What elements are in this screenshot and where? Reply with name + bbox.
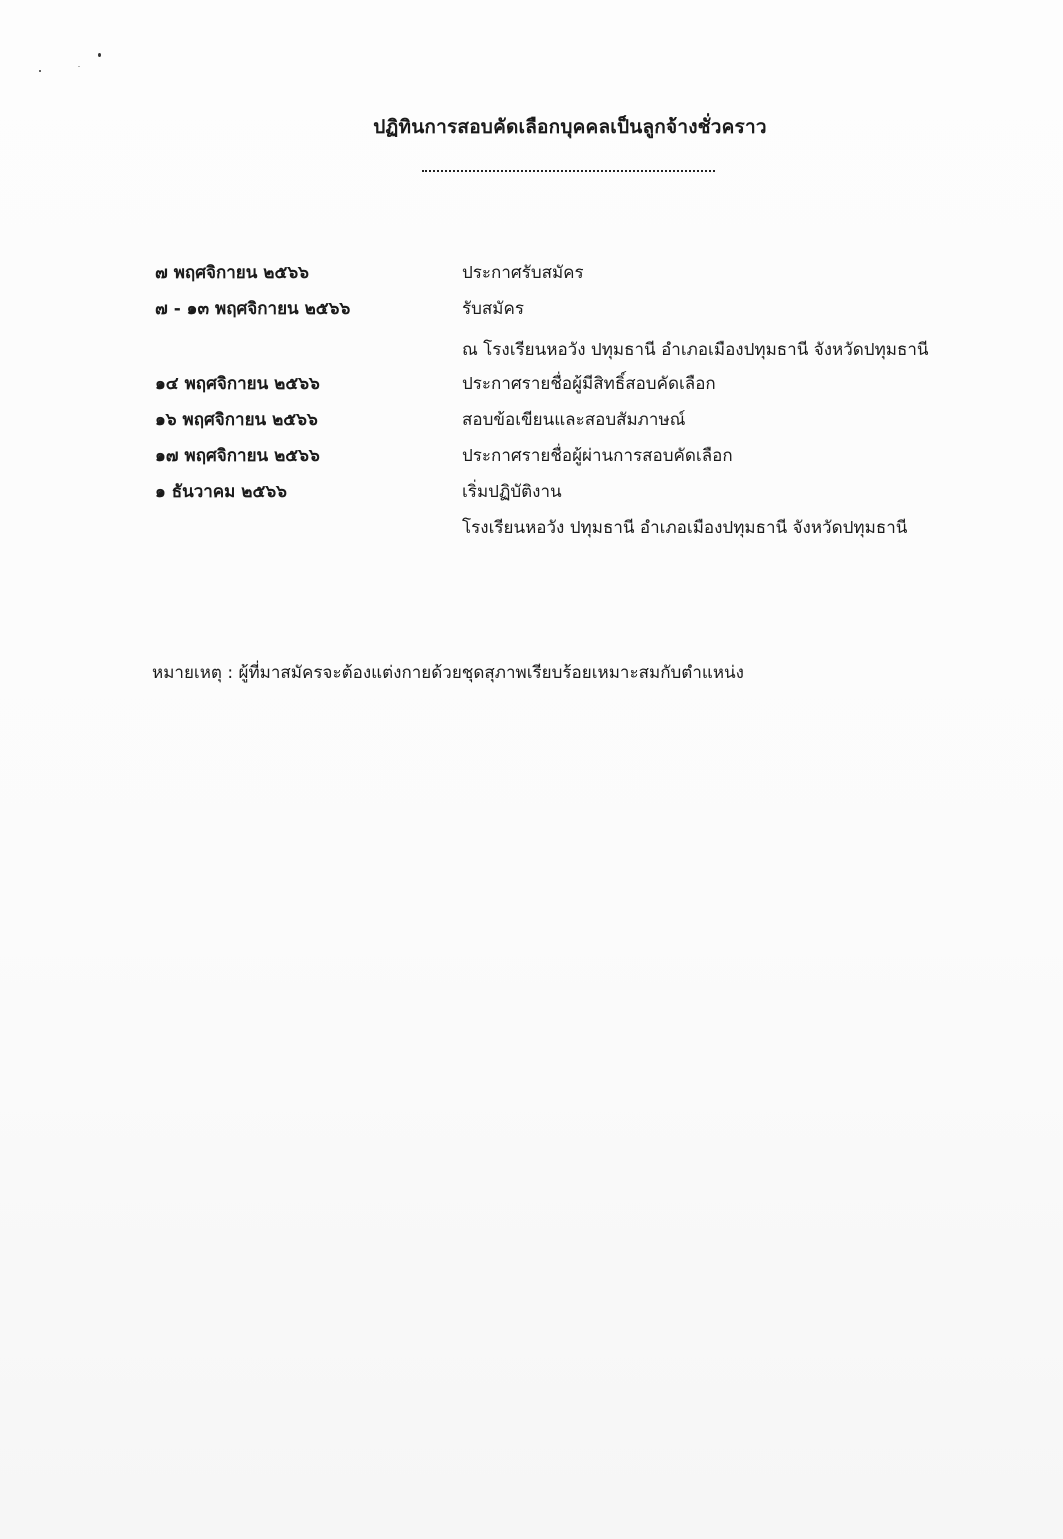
schedule-event: สอบข้อเขียนและสอบสัมภาษณ์ [462,410,686,430]
schedule-event: รับสมัคร [462,299,525,319]
schedule-event: เริ่มปฏิบัติงาน [462,482,562,502]
schedule-event: ประกาศรับสมัคร [462,263,584,283]
schedule-row [0,336,1063,366]
schedule-row [0,442,1063,472]
schedule-date: ๑๖ พฤศจิกายน ๒๕๖๖ [155,410,318,430]
remark-note: หมายเหตุ : ผู้ที่มาสมัครจะต้องแต่งกายด้วยชุดสุภาพเรียบร้อยเหมาะสมกับตำแหน่ง [152,663,744,683]
speck [78,66,80,67]
schedule-row [0,514,1063,544]
schedule-date: ๑๗ พฤศจิกายน ๒๕๖๖ [155,446,320,466]
schedule-event: ณ โรงเรียนหอวัง ปทุมธานี อำเภอเมืองปทุมธานี จังหวัดปทุมธานี [462,340,929,360]
schedule-date: ๑๔ พฤศจิกายน ๒๕๖๖ [155,374,320,394]
schedule-date: ๑ ธันวาคม ๒๕๖๖ [155,482,287,502]
schedule-event: ประกาศรายชื่อผู้มีสิทธิ์สอบคัดเลือก [462,374,716,394]
schedule-row [0,295,1063,325]
schedule-row [0,259,1063,289]
schedule-row [0,370,1063,400]
speck [98,53,101,57]
document-title: ปฏิทินการสอบคัดเลือกบุคคลเป็นลูกจ้างชั่วคราว [373,116,767,138]
schedule-event: ประกาศรายชื่อผู้ผ่านการสอบคัดเลือก [462,446,733,466]
schedule-date: ๗ - ๑๓ พฤศจิกายน ๒๕๖๖ [155,299,351,319]
speck [39,70,41,72]
schedule-row [0,406,1063,436]
schedule-date: ๗ พฤศจิกายน ๒๕๖๖ [155,263,309,283]
schedule-row [0,478,1063,508]
title-dotted-rule [422,170,715,172]
schedule-event: โรงเรียนหอวัง ปทุมธานี อำเภอเมืองปทุมธานี จังหวัดปทุมธานี [462,518,908,538]
